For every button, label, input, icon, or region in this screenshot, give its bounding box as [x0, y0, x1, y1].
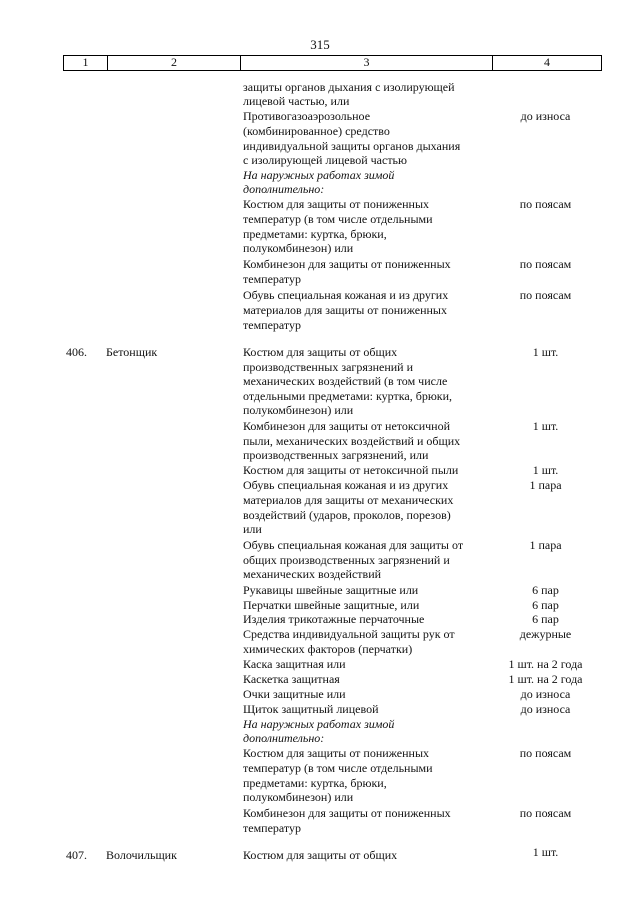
equipment-text: пыли, механических воздействий и общих — [243, 434, 461, 448]
equipment-text: температур (в том числе отдельными — [243, 212, 433, 226]
equipment-text: (комбинированное) средство — [243, 124, 390, 138]
norm-value: 1 шт. на 2 года — [508, 657, 583, 671]
norm-value: 1 шт. на 2 года — [508, 672, 583, 686]
equipment-text: полукомбинезон) или — [243, 790, 354, 804]
norm-value: 1 шт. — [532, 345, 559, 359]
equipment-text: отдельными предметами: куртка, брюки, — [243, 389, 453, 403]
equipment-text: Костюм для защиты от общих — [243, 848, 398, 862]
norm-value: по поясам — [519, 806, 572, 820]
equipment-text: дополнительно: — [243, 182, 325, 196]
norm-value: 1 шт. — [532, 845, 559, 859]
equipment-text: лицевой частью, или — [243, 94, 350, 108]
norm-value: 1 шт. — [532, 463, 559, 477]
equipment-text: Рукавицы швейные защитные или — [243, 583, 419, 597]
row-number: 407. — [66, 848, 87, 862]
equipment-text: температур — [243, 272, 302, 286]
equipment-text: предметами: куртка, брюки, — [243, 776, 387, 790]
equipment-text: Комбинезон для защиты от пониженных — [243, 257, 451, 271]
column-header-1: 1 — [64, 56, 108, 70]
equipment-text: Обувь специальная кожаная и из других — [243, 288, 449, 302]
equipment-text: Костюм для защиты от пониженных — [243, 197, 430, 211]
norm-value: по поясам — [519, 197, 572, 211]
equipment-text: Каскетка защитная — [243, 672, 340, 686]
norm-value: по поясам — [519, 257, 572, 271]
equipment-text: На наружных работах зимой — [243, 168, 395, 182]
profession-name: Бетонщик — [106, 345, 158, 359]
equipment-text: индивидуальной защиты органов дыхания — [243, 139, 461, 153]
column-header-row — [63, 55, 602, 71]
norm-value: 1 пара — [529, 478, 562, 492]
equipment-text: Костюм для защиты от общих — [243, 345, 398, 359]
norm-value: дежурные — [519, 627, 572, 641]
norm-value: 6 пар — [532, 598, 559, 612]
equipment-text: дополнительно: — [243, 731, 325, 745]
equipment-text: Костюм для защиты от пониженных — [243, 746, 430, 760]
column-header-3: 3 — [241, 56, 493, 70]
equipment-text: Каска защитная или — [243, 657, 346, 671]
equipment-text: Изделия трикотажные перчаточные — [243, 612, 425, 626]
equipment-text: Средства индивидуальной защиты рук от — [243, 627, 455, 641]
equipment-text: производственных загрязнений, или — [243, 448, 429, 462]
equipment-text: температур — [243, 318, 302, 332]
equipment-text: Противогазоаэрозольное — [243, 109, 371, 123]
equipment-text: Комбинезон для защиты от нетоксичной — [243, 419, 451, 433]
equipment-text: с изолирующей лицевой частью — [243, 153, 407, 167]
column-header-2: 2 — [108, 56, 241, 70]
equipment-text: механических воздействий — [243, 567, 382, 581]
equipment-text: механических воздействий (в том числе — [243, 374, 448, 388]
equipment-text: полукомбинезон) или — [243, 403, 354, 417]
equipment-text: Костюм для защиты от нетоксичной пыли — [243, 463, 459, 477]
equipment-text: температур — [243, 821, 302, 835]
norm-value: по поясам — [519, 288, 572, 302]
equipment-text: общих производственных загрязнений и — [243, 553, 450, 567]
equipment-text: Обувь специальная кожаная для защиты от — [243, 538, 464, 552]
equipment-text: температур (в том числе отдельными — [243, 761, 433, 775]
equipment-text: воздействий (ударов, проколов, порезов) — [243, 508, 451, 522]
equipment-text: материалов для защиты от механических — [243, 493, 454, 507]
equipment-text: Комбинезон для защиты от пониженных — [243, 806, 451, 820]
equipment-text: предметами: куртка, брюки, — [243, 227, 387, 241]
equipment-text: Очки защитные или — [243, 687, 346, 701]
equipment-text: химических факторов (перчатки) — [243, 642, 413, 656]
equipment-text: полукомбинезон) или — [243, 241, 354, 255]
equipment-text: На наружных работах зимой — [243, 717, 395, 731]
norm-value: до износа — [520, 687, 571, 701]
equipment-text: защиты органов дыхания с изолирующей — [243, 80, 455, 94]
page-number: 315 — [310, 37, 330, 52]
norm-value: 6 пар — [532, 583, 559, 597]
equipment-text: материалов для защиты от пониженных — [243, 303, 447, 317]
profession-name: Волочильщик — [106, 848, 177, 862]
equipment-text: Щиток защитный лицевой — [243, 702, 379, 716]
equipment-text: Обувь специальная кожаная и из других — [243, 478, 449, 492]
norm-value: 1 пара — [529, 538, 562, 552]
norm-value: 6 пар — [532, 612, 559, 626]
column-header-4: 4 — [544, 55, 550, 69]
equipment-text: или — [243, 522, 262, 536]
equipment-text: Перчатки швейные защитные, или — [243, 598, 420, 612]
norm-value: по поясам — [519, 746, 572, 760]
norm-value: до износа — [520, 109, 571, 123]
norm-value: 1 шт. — [532, 419, 559, 433]
row-number: 406. — [66, 345, 87, 359]
equipment-text: производственных загрязнений и — [243, 360, 414, 374]
norm-value: до износа — [520, 702, 571, 716]
